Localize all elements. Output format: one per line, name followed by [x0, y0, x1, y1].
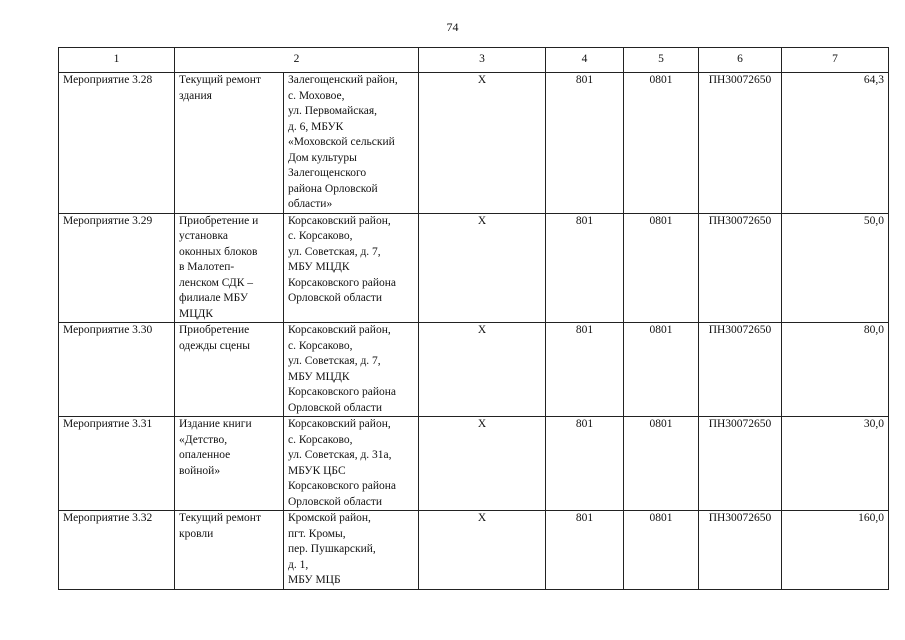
location-cell-line: МБУ МЦДК — [288, 261, 350, 273]
location-cell-line: пер. Пушкарский, — [288, 543, 376, 555]
header-col-3: 3 — [419, 48, 546, 73]
measure-cell: Мероприятие 3.29 — [59, 213, 175, 323]
name-cell-line: в Малотеп- — [179, 261, 235, 273]
location-cell-line: Корсаковский район, — [288, 214, 391, 227]
amount-cell: 30,0 — [782, 417, 889, 511]
name-cell-line: установка — [179, 230, 228, 242]
col3-cell: Х — [419, 73, 546, 214]
location-cell-line: МБУК ЦБС — [288, 464, 346, 477]
name-cell-line: здания — [179, 89, 212, 102]
name-cell — [175, 213, 284, 323]
location-cell — [284, 323, 419, 417]
location-cell-line: МБУ МЦДК — [288, 370, 350, 383]
location-cell-line: Орловской области — [288, 495, 383, 508]
name-cell — [175, 417, 284, 511]
location-cell-line: с. Корсаково, — [288, 339, 353, 352]
location-cell-line: Корсаковский район, — [288, 418, 391, 430]
col4-cell: 801 — [546, 213, 624, 323]
header-col-4: 4 — [546, 48, 624, 73]
col6-cell: ПН30072650 — [699, 73, 782, 214]
location-cell-line: Корсаковского района — [288, 480, 396, 492]
table-row — [59, 323, 889, 417]
header-row — [59, 48, 889, 73]
location-cell-line: Корсаковского района — [288, 276, 396, 289]
col5-cell: 0801 — [624, 511, 699, 590]
col6-cell: ПН30072650 — [699, 417, 782, 511]
col5-cell: 0801 — [624, 323, 699, 417]
location-cell-line: с. Корсаково, — [288, 230, 353, 242]
page-number: 74 — [446, 20, 459, 34]
col4-cell: 801 — [546, 323, 624, 417]
measure-cell: Мероприятие 3.28 — [59, 73, 175, 214]
measure-cell: Мероприятие 3.32 — [59, 511, 175, 590]
measure-cell: Мероприятие 3.31 — [59, 417, 175, 511]
location-cell-line: области» — [288, 198, 333, 210]
location-cell-line: района Орловской — [288, 182, 378, 195]
name-cell-line: «Детство, — [179, 433, 228, 446]
header-col-7: 7 — [782, 48, 889, 73]
location-cell-line: Орловской области — [288, 292, 383, 304]
col5-cell: 0801 — [624, 417, 699, 511]
name-cell — [175, 511, 284, 590]
location-cell-line: Залегощенский район, — [288, 74, 398, 86]
amount-cell: 80,0 — [782, 323, 889, 417]
name-cell-line: опаленное — [179, 449, 231, 461]
measure-cell: Мероприятие 3.30 — [59, 323, 175, 417]
col3-cell: Х — [419, 213, 546, 323]
location-cell-line: Залегощенского — [288, 167, 367, 179]
col3-cell: Х — [419, 417, 546, 511]
location-cell — [284, 213, 419, 323]
col6-cell: ПН30072650 — [699, 213, 782, 323]
header-col-2: 2 — [175, 48, 419, 73]
col4-cell: 801 — [546, 73, 624, 214]
name-cell-line: Приобретение и — [179, 214, 259, 227]
amount-cell: 64,3 — [782, 73, 889, 214]
location-cell-line: МБУ МЦБ — [288, 574, 341, 586]
location-cell-line: Корсаковского района — [288, 386, 396, 398]
location-cell-line: Дом культуры — [288, 151, 357, 164]
table-row — [59, 73, 889, 214]
name-cell-line: филиале МБУ — [179, 292, 248, 304]
location-cell-line: с. Моховое, — [288, 89, 345, 102]
location-cell-line: «Моховской сельский — [288, 136, 395, 148]
table-row — [59, 417, 889, 511]
location-cell-line: д. 1, — [288, 558, 309, 571]
location-cell-line: д. 6, МБУК — [288, 120, 344, 133]
location-cell — [284, 417, 419, 511]
name-cell-line: оконных блоков — [179, 245, 258, 258]
location-cell-line: Орловской области — [288, 401, 383, 414]
name-cell-line: Приобретение — [179, 324, 250, 336]
location-cell — [284, 511, 419, 590]
col4-cell: 801 — [546, 417, 624, 511]
location-cell-line: ул. Первомайская, — [288, 105, 378, 117]
location-cell-line: пгт. Кромы, — [288, 527, 346, 540]
name-cell-line: ленском СДК – — [179, 276, 254, 289]
col4-cell: 801 — [546, 511, 624, 590]
name-cell-line: Текущий ремонт — [179, 74, 261, 86]
header-col-1: 1 — [59, 48, 175, 73]
location-cell-line: с. Корсаково, — [288, 433, 353, 446]
col6-cell: ПН30072650 — [699, 511, 782, 590]
header-col-5: 5 — [624, 48, 699, 73]
amount-cell: 50,0 — [782, 213, 889, 323]
name-cell — [175, 73, 284, 214]
name-cell-line: Издание книги — [179, 418, 252, 430]
location-cell-line: ул. Советская, д. 31а, — [288, 449, 392, 461]
col5-cell: 0801 — [624, 213, 699, 323]
col3-cell: Х — [419, 511, 546, 590]
location-cell-line: ул. Советская, д. 7, — [288, 355, 381, 367]
location-cell-line: Корсаковский район, — [288, 324, 391, 336]
location-cell-line: Кромской район, — [288, 512, 371, 524]
name-cell-line: кровли — [179, 527, 214, 540]
col5-cell: 0801 — [624, 73, 699, 214]
name-cell — [175, 323, 284, 417]
name-cell-line: МЦДК — [179, 307, 214, 320]
header-col-6: 6 — [699, 48, 782, 73]
name-cell-line: войной» — [179, 464, 221, 477]
table-row — [59, 511, 889, 590]
col3-cell: Х — [419, 323, 546, 417]
name-cell-line: одежды сцены — [179, 339, 251, 352]
location-cell-line: ул. Советская, д. 7, — [288, 245, 381, 258]
table-body — [59, 73, 889, 590]
amount-cell: 160,0 — [782, 511, 889, 590]
col6-cell: ПН30072650 — [699, 323, 782, 417]
table-row — [59, 213, 889, 323]
location-cell — [284, 73, 419, 214]
name-cell-line: Текущий ремонт — [179, 512, 261, 524]
budget-table — [58, 47, 889, 590]
